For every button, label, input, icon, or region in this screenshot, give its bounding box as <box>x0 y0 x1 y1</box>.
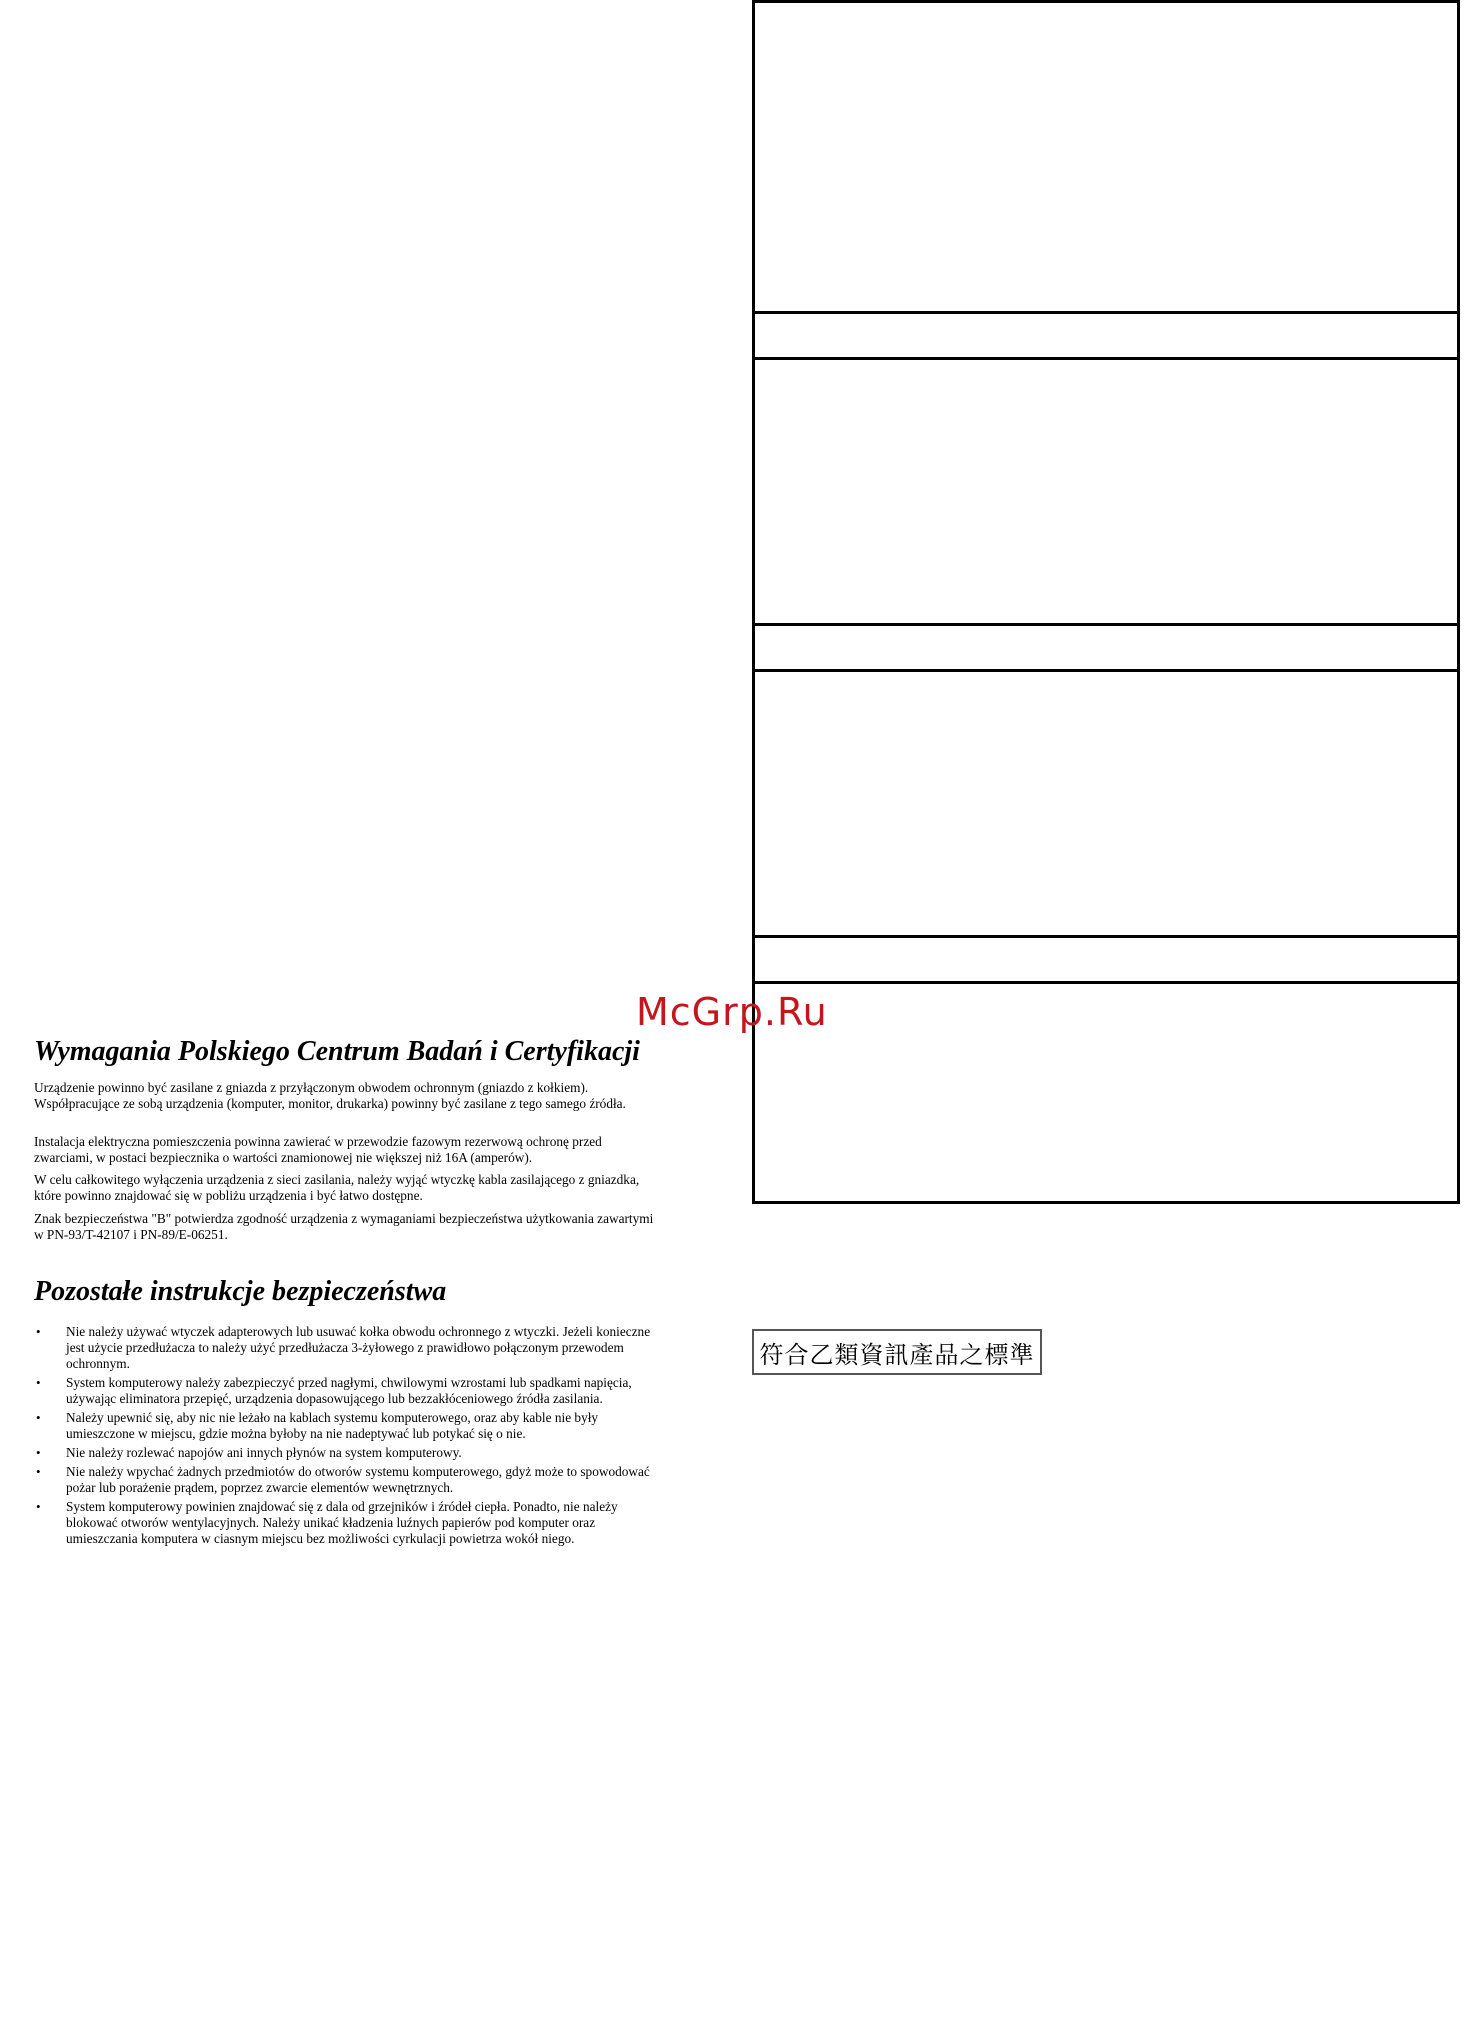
bullet-icon: • <box>36 1445 41 1460</box>
safety-instruction-list <box>34 1324 666 1550</box>
list-item <box>34 1464 666 1496</box>
table-divider <box>755 311 1457 314</box>
list-item-text: System komputerowy należy zabezpieczyć przed nagłymi, chwilowymi wzrostami lub spadkami napięcia, używając eliminatora przepięć, urządzenia dopasowującego lub bezzakłóceniowego źródła zasilania. <box>66 1375 632 1406</box>
list-item-text: Nie należy wpychać żadnych przedmiotów do otworów systemu komputerowego, gdyż może to spowodować pożar lub porażenie prądem, poprzez zwarcie elementów wewnętrznych. <box>66 1464 650 1495</box>
bullet-icon: • <box>36 1375 41 1390</box>
bullet-icon: • <box>36 1410 41 1425</box>
list-item <box>34 1324 666 1372</box>
bullet-icon: • <box>36 1464 41 1479</box>
paragraph: Instalacja elektryczna pomieszczenia powinna zawierać w przewodzie fazowym rezerwową ochronę przed zwarciami, w postaci bezpiecznika o wartości znamionowej nie większej niż 16A (amperów). <box>34 1134 602 1165</box>
section-title-other-instructions: Pozostałe instrukcje bezpieczeństwa <box>34 1276 447 1307</box>
table-divider <box>755 669 1457 672</box>
paragraph: W celu całkowitego wyłączenia urządzenia z sieci zasilania, należy wyjąć wtyczkę kabla zasilającego z gniazdka, które powinno znajdować się w pobliżu urządzenia i być łatwo dostępne. <box>34 1172 640 1203</box>
list-item-text: Nie należy rozlewać napojów ani innych płynów na system komputerowy. <box>66 1445 462 1460</box>
paragraph: Znak bezpieczeństwa "B" potwierdza zgodność urządzenia z wymaganiami bezpieczeństwa użytkowania zawartymi w PN-93/T-42107 i PN-89/E-06251. <box>34 1211 654 1242</box>
list-item <box>34 1445 666 1461</box>
list-item-text: Należy upewnić się, aby nic nie leżało na kablach systemu komputerowego, oraz aby kable nie były umieszczone w miejscu, gdzie można byłoby na nie nadeptywać lub potykać się o nie. <box>66 1410 599 1441</box>
bullet-icon: • <box>36 1499 41 1514</box>
list-item-text: System komputerowy powinien znajdować się z dala od grzejników i źródeł ciepła. Ponadto, nie należy blokować otworów wentylacyjnych. Należy unikać kładzenia luźnych papierów pod komputer oraz umieszczania komputera w ciasnym miejscu bez możliwości cyrkulacji powietrza wokół niego. <box>66 1499 618 1546</box>
list-item-text: Nie należy używać wtyczek adapterowych lub usuwać kołka obwodu ochronnego z wtyczki. Jeżeli konieczne jest użycie przedłużacza to należy użyć przedłużacza 3-żyłowego z prawidłowo połączonym przewodem ochronnym. <box>66 1324 651 1371</box>
watermark-text: McGrp.Ru <box>636 990 828 1034</box>
empty-table <box>752 0 1460 1204</box>
table-divider <box>755 935 1457 938</box>
list-item <box>34 1375 666 1407</box>
list-item <box>34 1410 666 1442</box>
table-divider <box>755 981 1457 984</box>
chinese-compliance-text: 符合乙類資訊產品之標準 <box>759 1340 1035 1369</box>
list-item <box>34 1499 666 1547</box>
section-title-polish-requirements: Wymagania Polskiego Centrum Badań i Certyfikacji <box>34 1036 640 1067</box>
chinese-compliance-label <box>752 1329 1042 1375</box>
table-divider <box>755 357 1457 360</box>
bullet-icon: • <box>36 1324 41 1339</box>
table-divider <box>755 623 1457 626</box>
paragraph: Urządzenie powinno być zasilane z gniazda z przyłączonym obwodem ochronnym (gniazdo z kołkiem). Współpracujące ze sobą urządzenia (komputer, monitor, drukarka) powinny być zasilane z tego samego źródła. <box>34 1080 626 1111</box>
